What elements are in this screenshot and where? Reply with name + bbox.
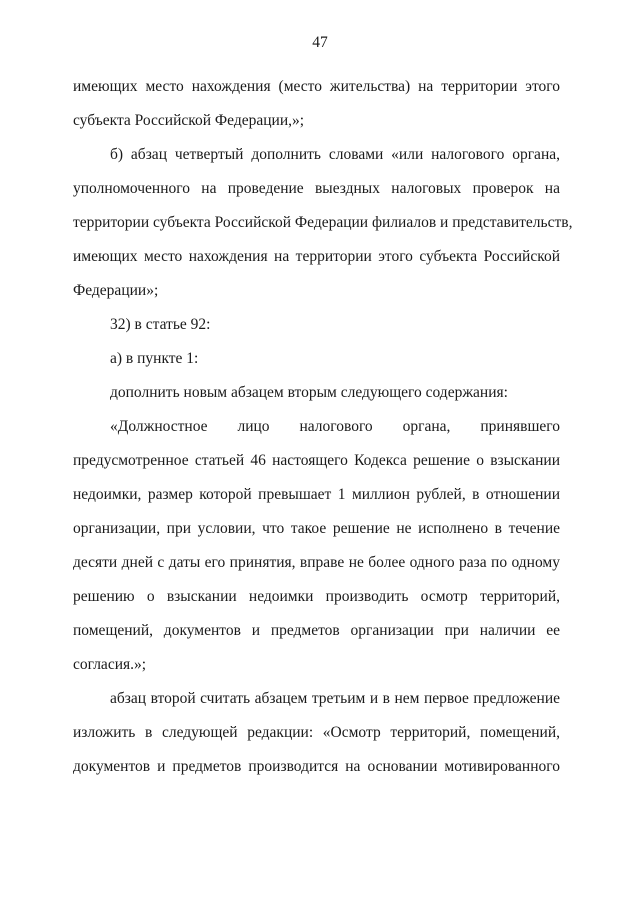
text-line: а) в пункте 1:: [110, 350, 199, 367]
text-line: б) абзац четвертый дополнить словами «или налогового органа,: [110, 146, 560, 163]
text-line: дополнить новым абзацем вторым следующего содержания:: [110, 384, 508, 401]
text-line: субъекта Российской Федерации,»;: [73, 112, 305, 129]
text-line: согласия.»;: [73, 656, 147, 673]
text-line: предусмотренное статьей 46 настоящего Кодекса решение о взыскании: [73, 452, 560, 469]
text-line: уполномоченного на проведение выездных налоговых проверок на: [73, 180, 560, 197]
text-line: помещений, документов и предметов организации при наличии ее: [73, 622, 560, 639]
text-line: абзац второй считать абзацем третьим и в нем первое предложение: [110, 690, 560, 707]
text-line: решению о взыскании недоимки производить осмотр территорий,: [73, 588, 560, 605]
text-line: недоимки, размер которой превышает 1 миллион рублей, в отношении: [73, 486, 560, 503]
text-line: 32) в статье 92:: [110, 316, 211, 333]
text-line: имеющих место нахождения (место жительства) на территории этого: [73, 78, 560, 95]
document-text-body: [73, 70, 573, 784]
text-line: изложить в следующей редакции: «Осмотр территорий, помещений,: [73, 724, 560, 741]
text-line: документов и предметов производится на основании мотивированного: [73, 758, 560, 775]
text-line: имеющих место нахождения на территории этого субъекта Российской: [73, 248, 560, 265]
text-line: организации, при условии, что такое решение не исполнено в течение: [73, 520, 560, 537]
text-line: «Должностное лицо налогового органа, принявшего: [110, 418, 560, 435]
text-line: Федерации»;: [73, 282, 159, 299]
page-number: 47: [312, 34, 328, 51]
text-line: десяти дней с даты его принятия, вправе не более одного раза по одному: [73, 554, 560, 571]
text-line: территории субъекта Российской Федерации филиалов и представительств,: [73, 214, 573, 231]
